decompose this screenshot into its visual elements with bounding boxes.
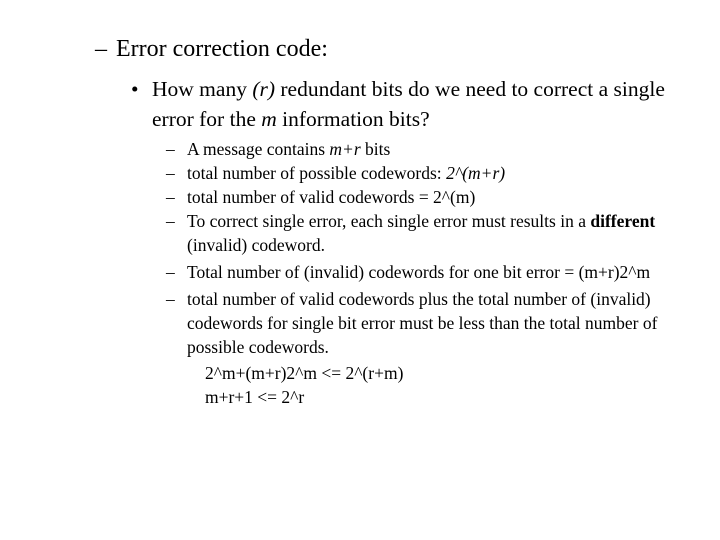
bullet-icon: • <box>131 77 139 101</box>
sub-point-dash: – <box>166 187 175 207</box>
sub-point-tail: (invalid) codeword. <box>187 235 326 255</box>
sub-point-dash: – <box>166 289 175 309</box>
sub-point-text: total number of valid codewords = 2^(m) <box>187 187 476 207</box>
sub-point-dash: – <box>166 211 175 231</box>
question-part2: redundant bits do we need to correct a single error for the <box>152 77 665 131</box>
sub-point-6 <box>166 287 686 359</box>
sub-point-dash: – <box>166 139 175 159</box>
sub-point-text: To correct single error, each single error must results in a <box>187 211 591 231</box>
sub-point-em: m+r <box>329 139 361 159</box>
sub-point-3 <box>166 185 686 209</box>
question-m: m <box>261 107 277 131</box>
question-text <box>131 74 691 134</box>
sub-point-em: 2^(m+r) <box>446 163 506 183</box>
sub-point-4 <box>166 209 686 257</box>
sub-point-1 <box>166 137 686 161</box>
equation-1: 2^m+(m+r)2^m <= 2^(r+m) <box>205 363 404 383</box>
sub-point-text: Total number of (invalid) codewords for one bit error = (m+r)2^m <box>187 262 651 282</box>
heading-text: Error correction code: <box>116 36 328 62</box>
sub-point-dash: – <box>166 163 175 183</box>
sub-point-text: total number of valid codewords plus the total number of (invalid) codewords for single bit error must be less than the total number of possible codewords. <box>187 289 658 357</box>
sub-point-5 <box>166 260 686 284</box>
sub-point-text: total number of possible codewords: <box>187 163 447 183</box>
question-part3: information bits? <box>276 107 430 131</box>
sub-point-list <box>166 137 686 409</box>
slide-heading <box>95 34 328 64</box>
heading-dash: – <box>95 36 107 62</box>
sub-point-tail: bits <box>360 139 391 159</box>
question-r: (r) <box>252 77 276 101</box>
sub-point-dash: – <box>166 262 175 282</box>
equation-2: m+r+1 <= 2^r <box>205 387 305 407</box>
sub-point-bold: different <box>590 211 656 231</box>
question-bullet-item <box>131 74 691 134</box>
sub-point-text: A message contains <box>187 139 330 159</box>
question-part1: How many <box>152 77 253 101</box>
sub-point-2 <box>166 161 686 185</box>
